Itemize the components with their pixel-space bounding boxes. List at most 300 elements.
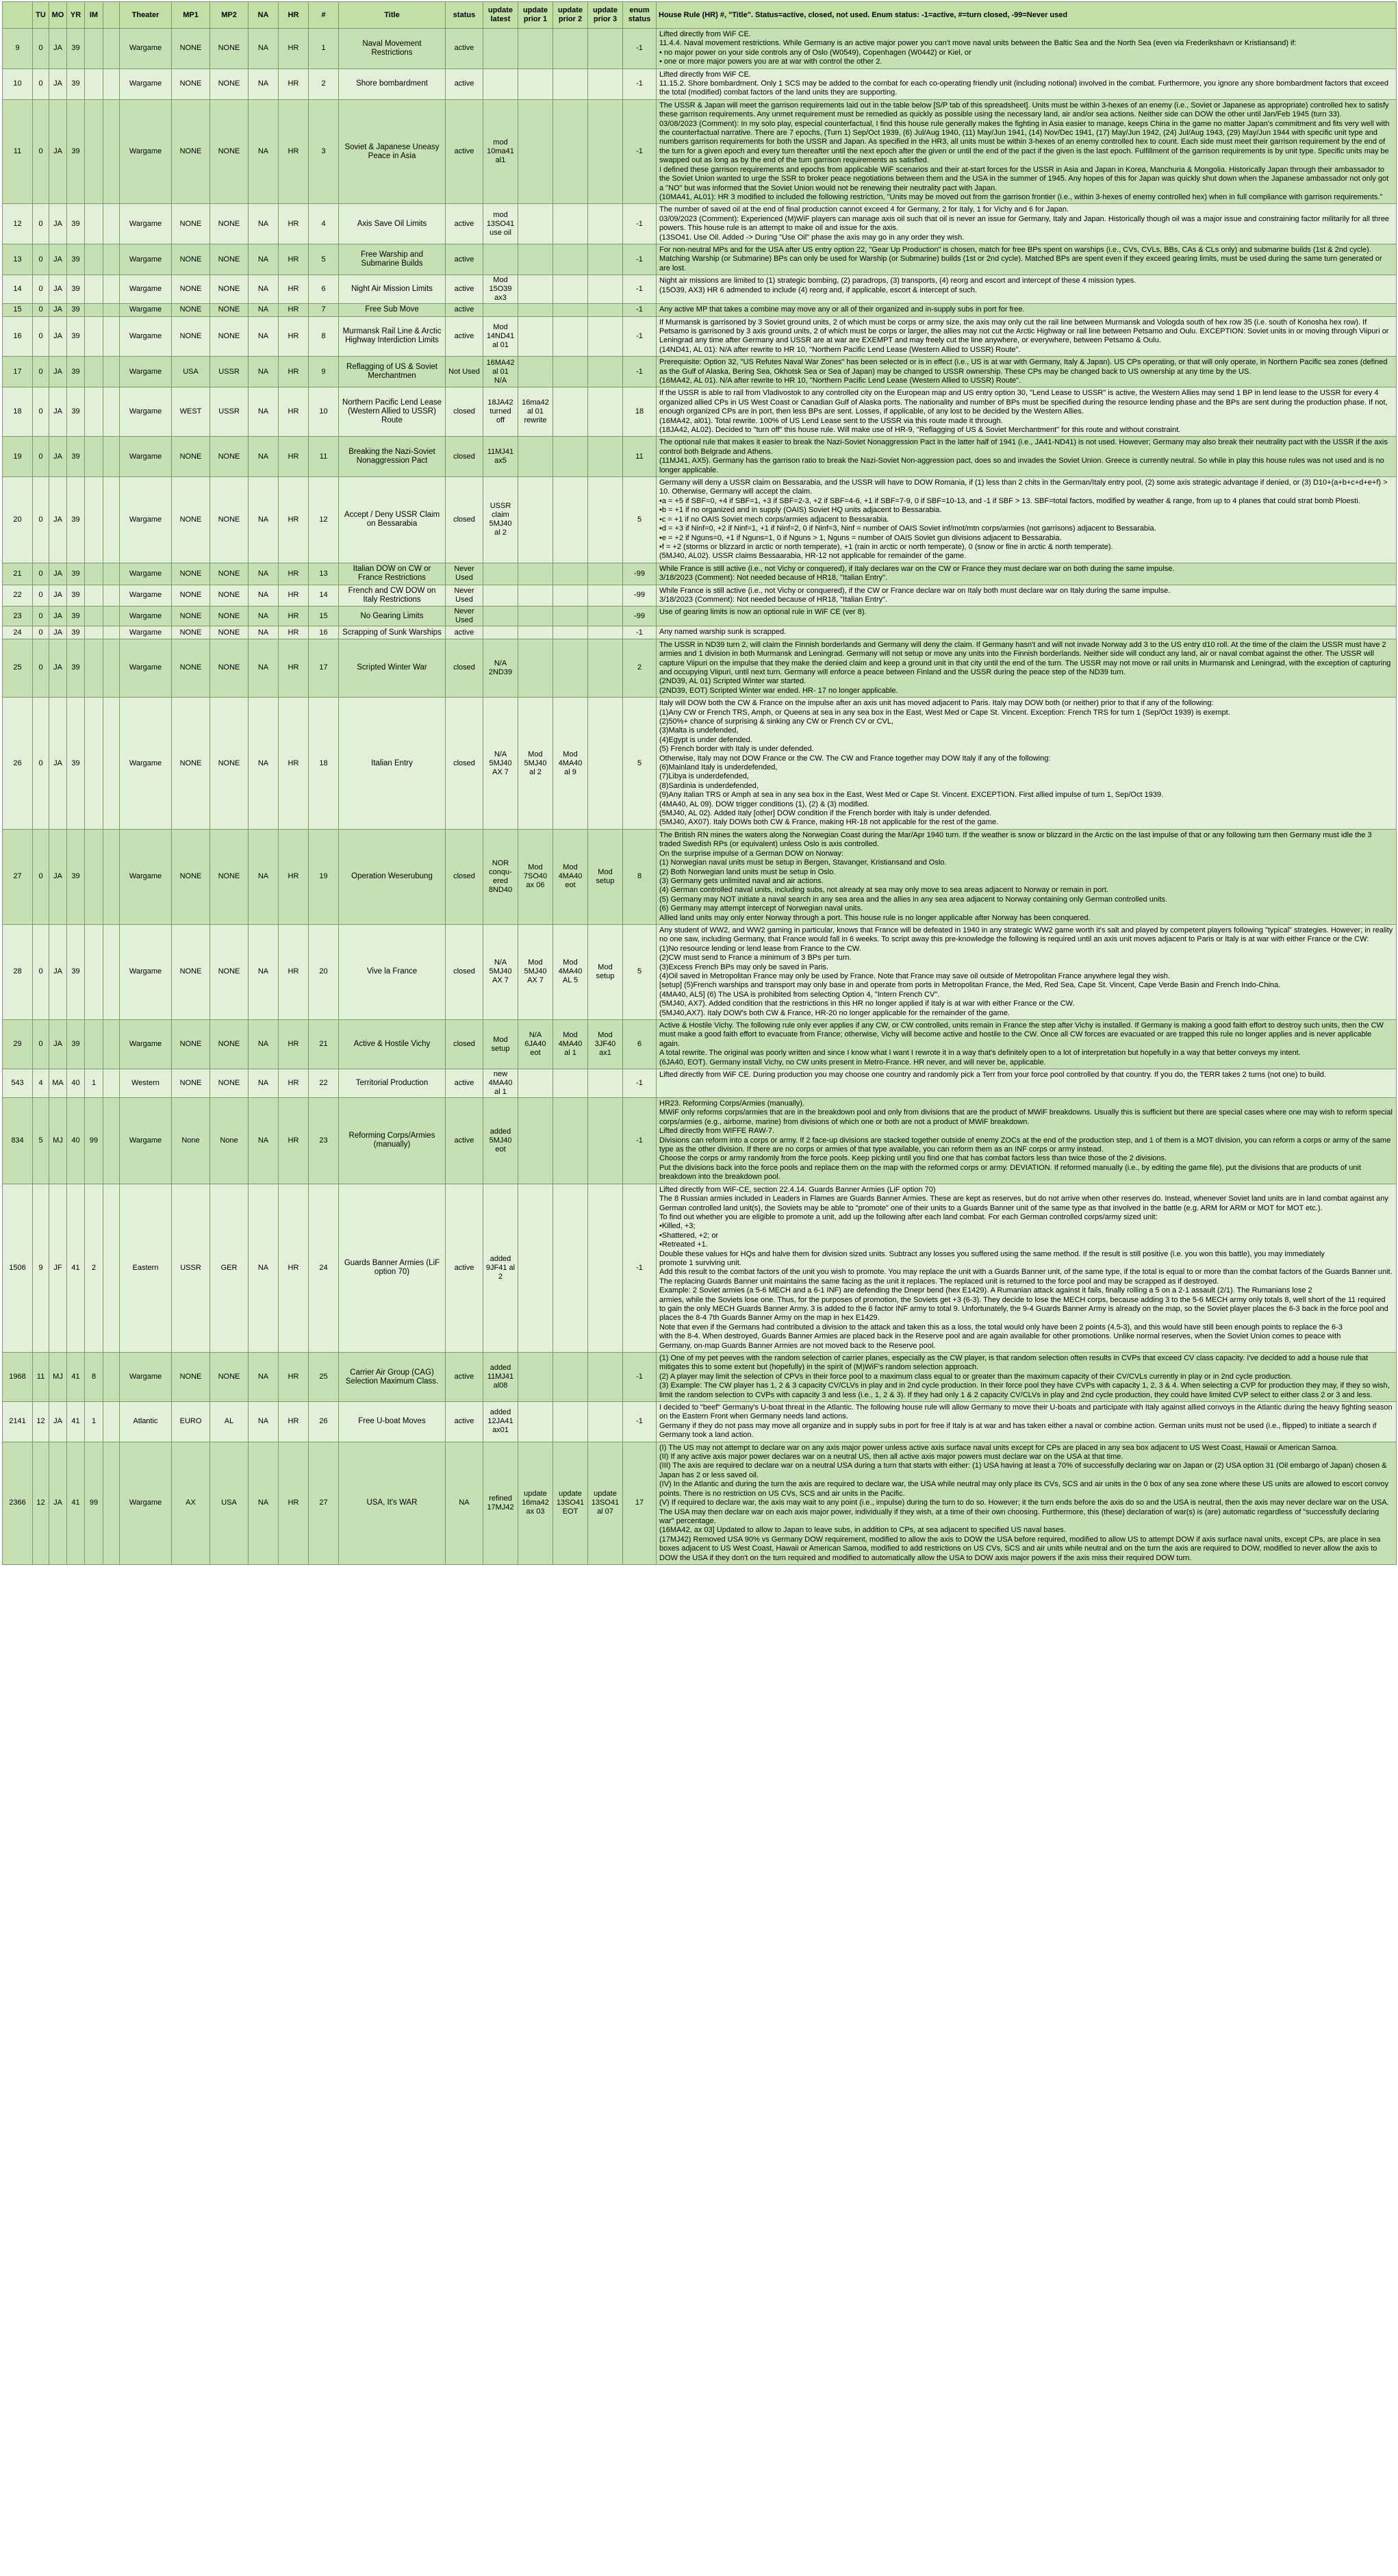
rule-number-cell[interactable]: 13 — [309, 563, 339, 585]
status-cell[interactable]: closed — [446, 477, 483, 563]
table-row[interactable] — [3, 275, 1397, 304]
rule-title-cell[interactable]: Northern Pacific Lend Lease (Western Allied to USSR) Route — [339, 387, 446, 437]
blank-cell[interactable] — [103, 1402, 120, 1442]
mp1-cell[interactable]: NONE — [172, 244, 210, 275]
rule-number-cell[interactable]: 15 — [309, 607, 339, 626]
update-prior-1-cell[interactable] — [518, 639, 553, 697]
hr-cell[interactable]: HR — [279, 1069, 309, 1098]
rule-number-cell[interactable]: 19 — [309, 829, 339, 924]
enum-status-cell[interactable]: -1 — [623, 316, 657, 357]
update-latest-cell[interactable] — [483, 29, 518, 69]
update-prior-2-cell[interactable] — [553, 1069, 588, 1098]
rule-number-cell[interactable]: 2 — [309, 68, 339, 99]
update-prior-1-cell[interactable] — [518, 29, 553, 69]
status-cell[interactable]: active — [446, 244, 483, 275]
theater-cell[interactable]: Wargame — [120, 437, 172, 477]
mp1-cell[interactable]: USA — [172, 357, 210, 387]
rule-title-cell[interactable]: Breaking the Nazi-Soviet Nonaggression Pact — [339, 437, 446, 477]
table-row[interactable] — [3, 829, 1397, 924]
mp2-cell[interactable]: USSR — [210, 387, 249, 437]
column-header[interactable]: status — [446, 2, 483, 29]
month-cell[interactable]: JA — [49, 607, 67, 626]
hr-cell[interactable]: HR — [279, 1353, 309, 1402]
update-prior-2-cell[interactable] — [553, 585, 588, 607]
impulse-cell[interactable]: 99 — [85, 1442, 103, 1564]
impulse-cell[interactable] — [85, 387, 103, 437]
table-row[interactable] — [3, 316, 1397, 357]
row-id-cell[interactable]: 1968 — [3, 1353, 33, 1402]
hr-cell[interactable]: HR — [279, 244, 309, 275]
house-rule-text-cell[interactable] — [657, 275, 1397, 304]
enum-status-cell[interactable]: -1 — [623, 204, 657, 244]
table-row[interactable] — [3, 244, 1397, 275]
mp2-cell[interactable]: USA — [210, 1442, 249, 1564]
status-cell[interactable]: closed — [446, 1020, 483, 1069]
update-prior-1-cell[interactable] — [518, 99, 553, 203]
house-rule-text-cell[interactable] — [657, 387, 1397, 437]
rule-title-cell[interactable]: Reflagging of US & Soviet Merchantmen — [339, 357, 446, 387]
month-cell[interactable]: MA — [49, 1069, 67, 1098]
mp1-cell[interactable]: NONE — [172, 1353, 210, 1402]
theater-cell[interactable]: Wargame — [120, 316, 172, 357]
rule-number-cell[interactable]: 7 — [309, 304, 339, 316]
na-cell[interactable]: NA — [249, 698, 279, 830]
update-latest-cell[interactable]: added 11MJ41 al08 — [483, 1353, 518, 1402]
year-cell[interactable]: 39 — [67, 477, 85, 563]
rule-number-cell[interactable]: 17 — [309, 639, 339, 697]
update-prior-2-cell[interactable]: Mod 4MA40 AL 5 — [553, 924, 588, 1019]
theater-cell[interactable]: Wargame — [120, 585, 172, 607]
enum-status-cell[interactable]: 17 — [623, 1442, 657, 1564]
blank-cell[interactable] — [103, 1069, 120, 1098]
status-cell[interactable]: Never Used — [446, 563, 483, 585]
hr-cell[interactable]: HR — [279, 698, 309, 830]
year-cell[interactable]: 39 — [67, 639, 85, 697]
row-id-cell[interactable]: 17 — [3, 357, 33, 387]
status-cell[interactable]: active — [446, 304, 483, 316]
update-prior-3-cell[interactable] — [588, 437, 623, 477]
column-header[interactable]: MP1 — [172, 2, 210, 29]
impulse-cell[interactable]: 1 — [85, 1402, 103, 1442]
mp2-cell[interactable]: NONE — [210, 1020, 249, 1069]
hr-cell[interactable]: HR — [279, 316, 309, 357]
blank-cell[interactable] — [103, 563, 120, 585]
enum-status-cell[interactable]: 5 — [623, 924, 657, 1019]
update-latest-cell[interactable]: Mod setup — [483, 1020, 518, 1069]
year-cell[interactable]: 41 — [67, 1184, 85, 1352]
rule-title-cell[interactable]: Naval Movement Restrictions — [339, 29, 446, 69]
theater-cell[interactable]: Wargame — [120, 639, 172, 697]
mp2-cell[interactable]: NONE — [210, 204, 249, 244]
impulse-cell[interactable] — [85, 585, 103, 607]
turn-cell[interactable]: 0 — [33, 68, 49, 99]
turn-cell[interactable]: 0 — [33, 387, 49, 437]
year-cell[interactable]: 39 — [67, 626, 85, 639]
update-latest-cell[interactable] — [483, 585, 518, 607]
update-prior-3-cell[interactable]: Mod setup — [588, 924, 623, 1019]
house-rule-text-cell[interactable] — [657, 437, 1397, 477]
na-cell[interactable]: NA — [249, 1402, 279, 1442]
table-row[interactable] — [3, 304, 1397, 316]
mp1-cell[interactable]: NONE — [172, 275, 210, 304]
update-latest-cell[interactable]: Mod 14ND41 al 01 — [483, 316, 518, 357]
mp1-cell[interactable]: None — [172, 1098, 210, 1184]
row-id-cell[interactable]: 25 — [3, 639, 33, 697]
theater-cell[interactable]: Wargame — [120, 1353, 172, 1402]
rule-number-cell[interactable]: 27 — [309, 1442, 339, 1564]
blank-cell[interactable] — [103, 99, 120, 203]
table-row[interactable] — [3, 585, 1397, 607]
update-prior-1-cell[interactable]: update 16ma42 ax 03 — [518, 1442, 553, 1564]
update-latest-cell[interactable]: N/A 5MJ40 AX 7 — [483, 698, 518, 830]
month-cell[interactable]: JA — [49, 357, 67, 387]
turn-cell[interactable]: 0 — [33, 437, 49, 477]
row-id-cell[interactable]: 543 — [3, 1069, 33, 1098]
month-cell[interactable]: JA — [49, 477, 67, 563]
hr-cell[interactable]: HR — [279, 829, 309, 924]
mp1-cell[interactable]: NONE — [172, 698, 210, 830]
enum-status-cell[interactable]: -99 — [623, 607, 657, 626]
status-cell[interactable]: Never Used — [446, 607, 483, 626]
hr-cell[interactable]: HR — [279, 29, 309, 69]
impulse-cell[interactable] — [85, 204, 103, 244]
update-prior-2-cell[interactable] — [553, 639, 588, 697]
table-row[interactable] — [3, 626, 1397, 639]
status-cell[interactable]: active — [446, 1402, 483, 1442]
impulse-cell[interactable]: 8 — [85, 1353, 103, 1402]
update-prior-2-cell[interactable] — [553, 316, 588, 357]
na-cell[interactable]: NA — [249, 204, 279, 244]
hr-cell[interactable]: HR — [279, 585, 309, 607]
mp2-cell[interactable]: NONE — [210, 626, 249, 639]
mp1-cell[interactable]: NONE — [172, 1069, 210, 1098]
update-latest-cell[interactable]: N/A 2ND39 — [483, 639, 518, 697]
table-row[interactable] — [3, 29, 1397, 69]
theater-cell[interactable]: Atlantic — [120, 1402, 172, 1442]
mp2-cell[interactable]: NONE — [210, 1353, 249, 1402]
status-cell[interactable]: active — [446, 99, 483, 203]
enum-status-cell[interactable]: -1 — [623, 1402, 657, 1442]
impulse-cell[interactable] — [85, 1020, 103, 1069]
turn-cell[interactable]: 9 — [33, 1184, 49, 1352]
update-prior-1-cell[interactable] — [518, 357, 553, 387]
hr-cell[interactable]: HR — [279, 99, 309, 203]
column-header[interactable]: enum status — [623, 2, 657, 29]
theater-cell[interactable]: Wargame — [120, 563, 172, 585]
column-header[interactable]: HR — [279, 2, 309, 29]
status-cell[interactable]: active — [446, 1184, 483, 1352]
turn-cell[interactable]: 0 — [33, 626, 49, 639]
update-latest-cell[interactable]: USSR claim 5MJ40 al 2 — [483, 477, 518, 563]
status-cell[interactable]: active — [446, 275, 483, 304]
table-row[interactable] — [3, 1353, 1397, 1402]
theater-cell[interactable]: Wargame — [120, 387, 172, 437]
update-prior-1-cell[interactable] — [518, 275, 553, 304]
blank-cell[interactable] — [103, 29, 120, 69]
update-prior-1-cell[interactable] — [518, 1402, 553, 1442]
column-header[interactable]: Theater — [120, 2, 172, 29]
mp1-cell[interactable]: NONE — [172, 99, 210, 203]
blank-cell[interactable] — [103, 585, 120, 607]
theater-cell[interactable]: Wargame — [120, 924, 172, 1019]
table-row[interactable] — [3, 639, 1397, 697]
impulse-cell[interactable] — [85, 563, 103, 585]
month-cell[interactable]: JA — [49, 1020, 67, 1069]
mp2-cell[interactable]: NONE — [210, 244, 249, 275]
mp1-cell[interactable]: NONE — [172, 204, 210, 244]
enum-status-cell[interactable]: -1 — [623, 1069, 657, 1098]
blank-cell[interactable] — [103, 304, 120, 316]
rule-number-cell[interactable]: 16 — [309, 626, 339, 639]
theater-cell[interactable]: Wargame — [120, 68, 172, 99]
update-latest-cell[interactable]: 18JA42 turned off — [483, 387, 518, 437]
update-prior-3-cell[interactable] — [588, 698, 623, 830]
status-cell[interactable]: active — [446, 204, 483, 244]
year-cell[interactable]: 39 — [67, 29, 85, 69]
column-header[interactable]: MP2 — [210, 2, 249, 29]
rule-title-cell[interactable]: Scrapping of Sunk Warships — [339, 626, 446, 639]
impulse-cell[interactable] — [85, 304, 103, 316]
update-prior-3-cell[interactable] — [588, 1353, 623, 1402]
status-cell[interactable]: active — [446, 316, 483, 357]
status-cell[interactable]: closed — [446, 698, 483, 830]
rule-title-cell[interactable]: Accept / Deny USSR Claim on Bessarabia — [339, 477, 446, 563]
row-id-cell[interactable]: 14 — [3, 275, 33, 304]
na-cell[interactable]: NA — [249, 1020, 279, 1069]
mp2-cell[interactable]: NONE — [210, 639, 249, 697]
month-cell[interactable]: JA — [49, 304, 67, 316]
na-cell[interactable]: NA — [249, 275, 279, 304]
mp2-cell[interactable]: USSR — [210, 357, 249, 387]
update-latest-cell[interactable]: NOR conqu-ered 8ND40 — [483, 829, 518, 924]
house-rule-text-cell[interactable] — [657, 1098, 1397, 1184]
theater-cell[interactable]: Wargame — [120, 1098, 172, 1184]
enum-status-cell[interactable]: 5 — [623, 698, 657, 830]
enum-status-cell[interactable]: -1 — [623, 1184, 657, 1352]
na-cell[interactable]: NA — [249, 607, 279, 626]
update-prior-3-cell[interactable] — [588, 304, 623, 316]
hr-cell[interactable]: HR — [279, 639, 309, 697]
month-cell[interactable]: JA — [49, 204, 67, 244]
update-latest-cell[interactable]: N/A 5MJ40 AX 7 — [483, 924, 518, 1019]
update-latest-cell[interactable] — [483, 68, 518, 99]
column-header[interactable]: Title — [339, 2, 446, 29]
column-header[interactable]: update latest — [483, 2, 518, 29]
impulse-cell[interactable] — [85, 357, 103, 387]
update-latest-cell[interactable]: added 9JF41 al 2 — [483, 1184, 518, 1352]
house-rule-text-cell[interactable] — [657, 29, 1397, 69]
rule-title-cell[interactable]: Italian Entry — [339, 698, 446, 830]
rule-number-cell[interactable]: 5 — [309, 244, 339, 275]
table-row[interactable] — [3, 698, 1397, 830]
year-cell[interactable]: 39 — [67, 387, 85, 437]
row-id-cell[interactable]: 2366 — [3, 1442, 33, 1564]
year-cell[interactable]: 41 — [67, 1442, 85, 1564]
mp1-cell[interactable]: NONE — [172, 316, 210, 357]
hr-cell[interactable]: HR — [279, 626, 309, 639]
status-cell[interactable]: closed — [446, 387, 483, 437]
impulse-cell[interactable] — [85, 477, 103, 563]
status-cell[interactable]: closed — [446, 924, 483, 1019]
update-latest-cell[interactable]: mod 10ma41 al1 — [483, 99, 518, 203]
na-cell[interactable]: NA — [249, 626, 279, 639]
mp1-cell[interactable]: AX — [172, 1442, 210, 1564]
house-rule-text-cell[interactable] — [657, 1353, 1397, 1402]
month-cell[interactable]: JA — [49, 99, 67, 203]
status-cell[interactable]: active — [446, 1069, 483, 1098]
theater-cell[interactable]: Wargame — [120, 204, 172, 244]
update-prior-3-cell[interactable]: update 13SO41 al 07 — [588, 1442, 623, 1564]
na-cell[interactable]: NA — [249, 437, 279, 477]
status-cell[interactable]: active — [446, 68, 483, 99]
rule-title-cell[interactable]: Free Sub Move — [339, 304, 446, 316]
update-prior-1-cell[interactable] — [518, 1353, 553, 1402]
row-id-cell[interactable]: 10 — [3, 68, 33, 99]
update-prior-2-cell[interactable] — [553, 68, 588, 99]
rule-title-cell[interactable]: Soviet & Japanese Uneasy Peace in Asia — [339, 99, 446, 203]
na-cell[interactable]: NA — [249, 1353, 279, 1402]
house-rule-text-cell[interactable] — [657, 924, 1397, 1019]
house-rule-text-cell[interactable] — [657, 607, 1397, 626]
update-latest-cell[interactable]: 16MA42 al 01 N/A — [483, 357, 518, 387]
update-prior-2-cell[interactable] — [553, 387, 588, 437]
update-prior-3-cell[interactable] — [588, 244, 623, 275]
turn-cell[interactable]: 0 — [33, 357, 49, 387]
blank-cell[interactable] — [103, 924, 120, 1019]
turn-cell[interactable]: 0 — [33, 275, 49, 304]
mp2-cell[interactable]: NONE — [210, 275, 249, 304]
month-cell[interactable]: JA — [49, 437, 67, 477]
update-prior-2-cell[interactable] — [553, 607, 588, 626]
status-cell[interactable]: closed — [446, 639, 483, 697]
hr-cell[interactable]: HR — [279, 304, 309, 316]
table-row[interactable] — [3, 68, 1397, 99]
year-cell[interactable]: 41 — [67, 1353, 85, 1402]
year-cell[interactable]: 39 — [67, 698, 85, 830]
row-id-cell[interactable]: 18 — [3, 387, 33, 437]
mp1-cell[interactable]: NONE — [172, 639, 210, 697]
na-cell[interactable]: NA — [249, 316, 279, 357]
mp1-cell[interactable]: NONE — [172, 437, 210, 477]
update-latest-cell[interactable] — [483, 626, 518, 639]
house-rule-text-cell[interactable] — [657, 585, 1397, 607]
update-prior-1-cell[interactable] — [518, 244, 553, 275]
turn-cell[interactable]: 0 — [33, 563, 49, 585]
month-cell[interactable]: JA — [49, 626, 67, 639]
update-prior-3-cell[interactable] — [588, 1098, 623, 1184]
impulse-cell[interactable] — [85, 698, 103, 830]
column-header[interactable]: update prior 2 — [553, 2, 588, 29]
impulse-cell[interactable] — [85, 639, 103, 697]
month-cell[interactable]: JA — [49, 387, 67, 437]
table-row[interactable] — [3, 387, 1397, 437]
column-header[interactable]: update prior 3 — [588, 2, 623, 29]
table-row[interactable] — [3, 1184, 1397, 1352]
status-cell[interactable]: Never Used — [446, 585, 483, 607]
na-cell[interactable]: NA — [249, 244, 279, 275]
row-id-cell[interactable]: 23 — [3, 607, 33, 626]
house-rule-text-cell[interactable] — [657, 563, 1397, 585]
enum-status-cell[interactable]: 8 — [623, 829, 657, 924]
hr-cell[interactable]: HR — [279, 68, 309, 99]
mp1-cell[interactable]: NONE — [172, 1020, 210, 1069]
theater-cell[interactable]: Eastern — [120, 1184, 172, 1352]
rule-title-cell[interactable]: No Gearing Limits — [339, 607, 446, 626]
month-cell[interactable]: JA — [49, 275, 67, 304]
house-rule-text-cell[interactable] — [657, 357, 1397, 387]
house-rule-text-cell[interactable] — [657, 244, 1397, 275]
table-row[interactable] — [3, 563, 1397, 585]
mp2-cell[interactable]: NONE — [210, 1069, 249, 1098]
mp1-cell[interactable]: NONE — [172, 477, 210, 563]
row-id-cell[interactable]: 19 — [3, 437, 33, 477]
update-latest-cell[interactable]: mod 13SO41 use oil — [483, 204, 518, 244]
update-prior-1-cell[interactable] — [518, 1184, 553, 1352]
table-row[interactable] — [3, 607, 1397, 626]
turn-cell[interactable]: 0 — [33, 639, 49, 697]
turn-cell[interactable]: 0 — [33, 99, 49, 203]
mp1-cell[interactable]: NONE — [172, 829, 210, 924]
na-cell[interactable]: NA — [249, 304, 279, 316]
update-latest-cell[interactable]: added 12JA41 ax01 — [483, 1402, 518, 1442]
enum-status-cell[interactable]: -1 — [623, 275, 657, 304]
theater-cell[interactable]: Wargame — [120, 244, 172, 275]
enum-status-cell[interactable]: -1 — [623, 626, 657, 639]
rule-title-cell[interactable]: Axis Save Oil Limits — [339, 204, 446, 244]
update-latest-cell[interactable]: refined 17MJ42 — [483, 1442, 518, 1564]
rule-number-cell[interactable]: 23 — [309, 1098, 339, 1184]
row-id-cell[interactable]: 28 — [3, 924, 33, 1019]
impulse-cell[interactable] — [85, 275, 103, 304]
hr-cell[interactable]: HR — [279, 1020, 309, 1069]
mp2-cell[interactable]: NONE — [210, 477, 249, 563]
rule-number-cell[interactable]: 22 — [309, 1069, 339, 1098]
row-id-cell[interactable]: 26 — [3, 698, 33, 830]
rule-number-cell[interactable]: 20 — [309, 924, 339, 1019]
year-cell[interactable]: 39 — [67, 585, 85, 607]
rule-number-cell[interactable]: 10 — [309, 387, 339, 437]
house-rule-text-cell[interactable] — [657, 1442, 1397, 1564]
impulse-cell[interactable] — [85, 829, 103, 924]
year-cell[interactable]: 39 — [67, 244, 85, 275]
month-cell[interactable]: JA — [49, 639, 67, 697]
turn-cell[interactable]: 0 — [33, 924, 49, 1019]
update-prior-1-cell[interactable]: Mod 7SO40 ax 06 — [518, 829, 553, 924]
rule-number-cell[interactable]: 12 — [309, 477, 339, 563]
row-id-cell[interactable]: 11 — [3, 99, 33, 203]
update-prior-2-cell[interactable]: Mod 4MA40 al 1 — [553, 1020, 588, 1069]
update-prior-1-cell[interactable] — [518, 626, 553, 639]
table-row[interactable] — [3, 477, 1397, 563]
column-header[interactable]: MO — [49, 2, 67, 29]
mp1-cell[interactable]: NONE — [172, 626, 210, 639]
house-rule-text-cell[interactable] — [657, 68, 1397, 99]
na-cell[interactable]: NA — [249, 387, 279, 437]
update-prior-2-cell[interactable] — [553, 1098, 588, 1184]
month-cell[interactable]: JA — [49, 316, 67, 357]
mp1-cell[interactable]: NONE — [172, 924, 210, 1019]
mp1-cell[interactable]: NONE — [172, 304, 210, 316]
update-prior-2-cell[interactable] — [553, 275, 588, 304]
enum-status-cell[interactable]: 5 — [623, 477, 657, 563]
column-header[interactable]: update prior 1 — [518, 2, 553, 29]
enum-status-cell[interactable]: -1 — [623, 244, 657, 275]
row-id-cell[interactable]: 15 — [3, 304, 33, 316]
theater-cell[interactable]: Wargame — [120, 1442, 172, 1564]
rule-title-cell[interactable]: USA, It's WAR — [339, 1442, 446, 1564]
update-prior-3-cell[interactable] — [588, 357, 623, 387]
rule-number-cell[interactable]: 25 — [309, 1353, 339, 1402]
